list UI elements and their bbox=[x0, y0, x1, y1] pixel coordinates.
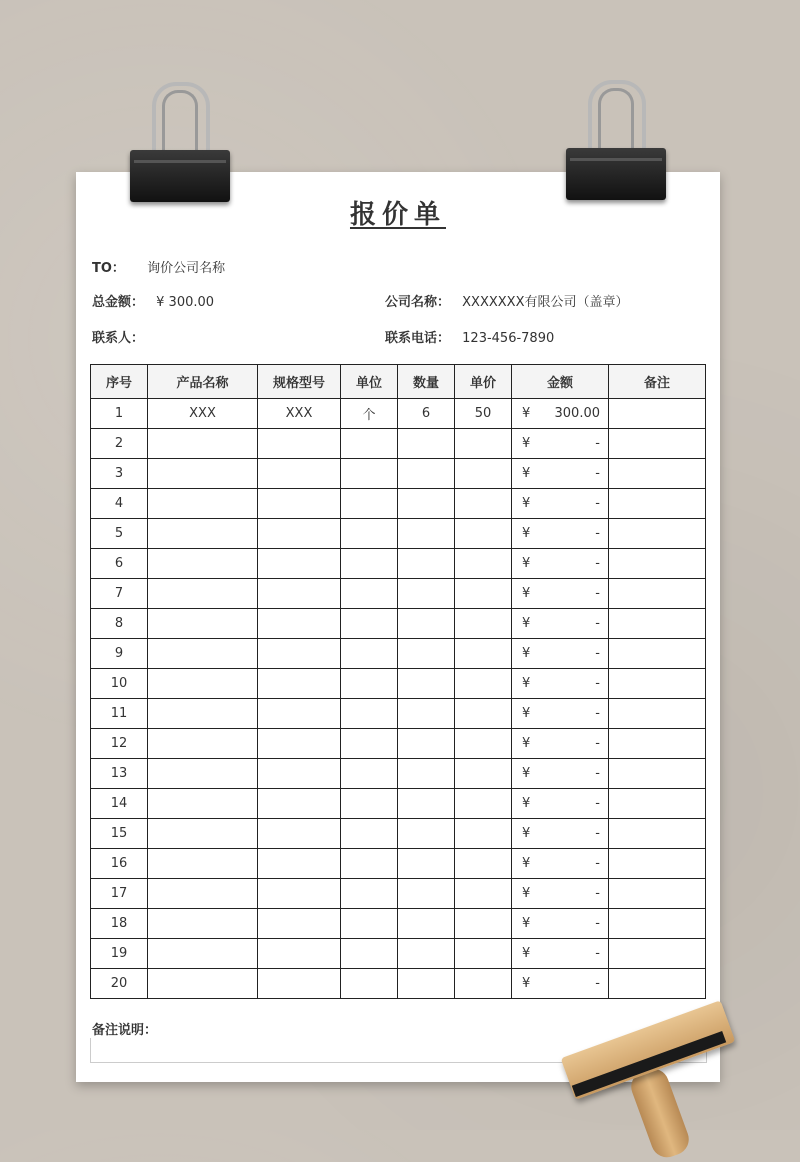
quotation-sheet bbox=[76, 172, 720, 1082]
table-row bbox=[91, 819, 706, 849]
table-row bbox=[91, 879, 706, 909]
total-value: ¥ 300.00 bbox=[156, 295, 215, 310]
cell-amount bbox=[512, 789, 609, 819]
cell-quantity bbox=[398, 699, 455, 729]
cell-spec-model bbox=[258, 879, 341, 909]
amount-value: - bbox=[595, 616, 600, 631]
table-row bbox=[91, 669, 706, 699]
cell-index: 13 bbox=[91, 759, 148, 789]
cell-unit bbox=[341, 489, 398, 519]
table-row bbox=[91, 429, 706, 459]
cell-amount bbox=[512, 939, 609, 969]
currency-symbol: ¥ bbox=[522, 736, 531, 751]
currency-symbol: ¥ bbox=[522, 766, 531, 781]
amount-value: - bbox=[595, 646, 600, 661]
amount-value: - bbox=[595, 436, 600, 451]
cell-quantity bbox=[398, 939, 455, 969]
header-remark: 备注 bbox=[609, 365, 706, 399]
cell-index: 16 bbox=[91, 849, 148, 879]
cell-remark bbox=[609, 459, 706, 489]
cell-index: 3 bbox=[91, 459, 148, 489]
cell-spec-model bbox=[258, 789, 341, 819]
quotation-table bbox=[90, 364, 706, 999]
cell-product-name bbox=[148, 699, 258, 729]
cell-product-name bbox=[148, 759, 258, 789]
cell-product-name bbox=[148, 519, 258, 549]
cell-spec-model bbox=[258, 849, 341, 879]
table-row bbox=[91, 579, 706, 609]
cell-index: 19 bbox=[91, 939, 148, 969]
cell-amount bbox=[512, 579, 609, 609]
cell-quantity bbox=[398, 429, 455, 459]
cell-quantity bbox=[398, 579, 455, 609]
cell-quantity bbox=[398, 819, 455, 849]
cell-unit bbox=[341, 519, 398, 549]
currency-symbol: ¥ bbox=[522, 676, 531, 691]
cell-unit-price bbox=[455, 549, 512, 579]
cell-product-name bbox=[148, 669, 258, 699]
cell-unit bbox=[341, 549, 398, 579]
company-row bbox=[385, 291, 629, 310]
cell-amount bbox=[512, 549, 609, 579]
cell-unit-price bbox=[455, 849, 512, 879]
cell-quantity bbox=[398, 969, 455, 999]
cell-product-name bbox=[148, 489, 258, 519]
cell-unit bbox=[341, 579, 398, 609]
cell-unit bbox=[341, 609, 398, 639]
currency-symbol: ¥ bbox=[522, 706, 531, 721]
cell-quantity bbox=[398, 549, 455, 579]
table-body bbox=[91, 399, 706, 999]
cell-unit-price bbox=[455, 699, 512, 729]
cell-quantity bbox=[398, 639, 455, 669]
table-row bbox=[91, 729, 706, 759]
total-row bbox=[92, 291, 214, 310]
cell-product-name bbox=[148, 789, 258, 819]
currency-symbol: ¥ bbox=[522, 556, 531, 571]
cell-spec-model bbox=[258, 579, 341, 609]
cell-unit-price bbox=[455, 789, 512, 819]
to-row bbox=[92, 257, 225, 276]
binder-clip-icon bbox=[566, 80, 666, 200]
cell-amount bbox=[512, 699, 609, 729]
table-header-row bbox=[91, 365, 706, 399]
cell-remark bbox=[609, 909, 706, 939]
rubber-stamp-icon bbox=[555, 1008, 755, 1138]
currency-symbol: ¥ bbox=[522, 526, 531, 541]
cell-unit-price bbox=[455, 519, 512, 549]
currency-symbol: ¥ bbox=[522, 646, 531, 661]
cell-unit bbox=[341, 699, 398, 729]
cell-remark bbox=[609, 489, 706, 519]
company-label: 公司名称： bbox=[385, 295, 451, 310]
cell-remark bbox=[609, 429, 706, 459]
amount-value: - bbox=[595, 886, 600, 901]
amount-value: 300.00 bbox=[554, 406, 600, 421]
cell-product-name bbox=[148, 849, 258, 879]
cell-index: 6 bbox=[91, 549, 148, 579]
cell-unit bbox=[341, 939, 398, 969]
currency-symbol: ¥ bbox=[522, 946, 531, 961]
cell-unit-price bbox=[455, 639, 512, 669]
cell-quantity bbox=[398, 669, 455, 699]
table-row bbox=[91, 549, 706, 579]
cell-spec-model bbox=[258, 729, 341, 759]
cell-spec-model bbox=[258, 909, 341, 939]
cell-spec-model bbox=[258, 969, 341, 999]
header-unit: 单位 bbox=[341, 365, 398, 399]
cell-amount bbox=[512, 759, 609, 789]
cell-unit-price bbox=[455, 939, 512, 969]
cell-unit bbox=[341, 819, 398, 849]
cell-amount bbox=[512, 639, 609, 669]
amount-value: - bbox=[595, 946, 600, 961]
cell-amount bbox=[512, 489, 609, 519]
cell-unit-price bbox=[455, 759, 512, 789]
contact-row bbox=[92, 327, 152, 346]
cell-unit-price bbox=[455, 819, 512, 849]
header-amount: 金额 bbox=[512, 365, 609, 399]
cell-spec-model bbox=[258, 699, 341, 729]
currency-symbol: ¥ bbox=[522, 976, 531, 991]
amount-value: - bbox=[595, 856, 600, 871]
cell-unit-price bbox=[455, 459, 512, 489]
phone-value: 123-456-7890 bbox=[462, 331, 555, 346]
table-row bbox=[91, 519, 706, 549]
cell-remark bbox=[609, 879, 706, 909]
total-label: 总金额： bbox=[92, 295, 145, 310]
cell-unit-price bbox=[455, 909, 512, 939]
cell-product-name bbox=[148, 729, 258, 759]
cell-remark bbox=[609, 699, 706, 729]
amount-value: - bbox=[595, 676, 600, 691]
cell-quantity bbox=[398, 489, 455, 519]
cell-unit-price: 50 bbox=[455, 399, 512, 429]
cell-spec-model bbox=[258, 609, 341, 639]
cell-unit-price bbox=[455, 609, 512, 639]
cell-unit bbox=[341, 669, 398, 699]
cell-remark bbox=[609, 519, 706, 549]
table-row bbox=[91, 639, 706, 669]
amount-value: - bbox=[595, 556, 600, 571]
currency-symbol: ¥ bbox=[522, 796, 531, 811]
header-quantity: 数量 bbox=[398, 365, 455, 399]
table-row bbox=[91, 969, 706, 999]
cell-unit bbox=[341, 729, 398, 759]
cell-unit-price bbox=[455, 879, 512, 909]
cell-unit-price bbox=[455, 579, 512, 609]
cell-spec-model bbox=[258, 759, 341, 789]
cell-quantity bbox=[398, 909, 455, 939]
table-row bbox=[91, 939, 706, 969]
cell-spec-model bbox=[258, 489, 341, 519]
table-row bbox=[91, 609, 706, 639]
currency-symbol: ¥ bbox=[522, 436, 531, 451]
cell-quantity bbox=[398, 849, 455, 879]
cell-unit-price bbox=[455, 429, 512, 459]
cell-amount bbox=[512, 969, 609, 999]
amount-value: - bbox=[595, 526, 600, 541]
cell-product-name bbox=[148, 579, 258, 609]
cell-remark bbox=[609, 939, 706, 969]
cell-unit bbox=[341, 639, 398, 669]
cell-unit bbox=[341, 759, 398, 789]
to-value: 询价公司名称 bbox=[147, 261, 226, 276]
cell-product-name bbox=[148, 969, 258, 999]
currency-symbol: ¥ bbox=[522, 826, 531, 841]
cell-index: 5 bbox=[91, 519, 148, 549]
amount-value: - bbox=[595, 916, 600, 931]
cell-amount bbox=[512, 669, 609, 699]
cell-index: 14 bbox=[91, 789, 148, 819]
cell-unit: 个 bbox=[341, 399, 398, 429]
cell-index: 9 bbox=[91, 639, 148, 669]
cell-spec-model bbox=[258, 519, 341, 549]
cell-remark bbox=[609, 729, 706, 759]
cell-index: 2 bbox=[91, 429, 148, 459]
cell-index: 20 bbox=[91, 969, 148, 999]
cell-product-name bbox=[148, 819, 258, 849]
binder-clip-icon bbox=[130, 82, 230, 202]
cell-remark bbox=[609, 849, 706, 879]
cell-index: 7 bbox=[91, 579, 148, 609]
cell-unit-price bbox=[455, 969, 512, 999]
cell-unit-price bbox=[455, 669, 512, 699]
currency-symbol: ¥ bbox=[522, 466, 531, 481]
amount-value: - bbox=[595, 826, 600, 841]
amount-value: - bbox=[595, 976, 600, 991]
phone-label: 联系电话： bbox=[385, 331, 451, 346]
amount-value: - bbox=[595, 466, 600, 481]
cell-quantity bbox=[398, 879, 455, 909]
header-product-name: 产品名称 bbox=[148, 365, 258, 399]
cell-product-name bbox=[148, 549, 258, 579]
cell-remark bbox=[609, 819, 706, 849]
cell-product-name bbox=[148, 609, 258, 639]
cell-index: 17 bbox=[91, 879, 148, 909]
table-row bbox=[91, 909, 706, 939]
currency-symbol: ¥ bbox=[522, 616, 531, 631]
cell-quantity bbox=[398, 759, 455, 789]
currency-symbol: ¥ bbox=[522, 496, 531, 511]
cell-amount bbox=[512, 879, 609, 909]
cell-product-name bbox=[148, 909, 258, 939]
cell-spec-model: XXX bbox=[258, 399, 341, 429]
header-index: 序号 bbox=[91, 365, 148, 399]
cell-unit bbox=[341, 789, 398, 819]
cell-index: 10 bbox=[91, 669, 148, 699]
cell-quantity: 6 bbox=[398, 399, 455, 429]
cell-amount bbox=[512, 399, 609, 429]
company-value: XXXXXXX有限公司（盖章） bbox=[462, 295, 629, 310]
cell-amount bbox=[512, 909, 609, 939]
cell-remark bbox=[609, 579, 706, 609]
amount-value: - bbox=[595, 586, 600, 601]
amount-value: - bbox=[595, 706, 600, 721]
cell-unit-price bbox=[455, 489, 512, 519]
cell-remark bbox=[609, 639, 706, 669]
cell-unit-price bbox=[455, 729, 512, 759]
cell-remark bbox=[609, 609, 706, 639]
amount-value: - bbox=[595, 766, 600, 781]
cell-product-name: XXX bbox=[148, 399, 258, 429]
cell-index: 18 bbox=[91, 909, 148, 939]
table-row bbox=[91, 489, 706, 519]
cell-remark bbox=[609, 969, 706, 999]
amount-value: - bbox=[595, 496, 600, 511]
table-row bbox=[91, 459, 706, 489]
cell-quantity bbox=[398, 729, 455, 759]
table-row bbox=[91, 789, 706, 819]
currency-symbol: ¥ bbox=[522, 886, 531, 901]
cell-index: 11 bbox=[91, 699, 148, 729]
phone-row bbox=[385, 327, 554, 346]
cell-quantity bbox=[398, 459, 455, 489]
cell-spec-model bbox=[258, 549, 341, 579]
currency-symbol: ¥ bbox=[522, 406, 531, 421]
amount-value: - bbox=[595, 796, 600, 811]
cell-spec-model bbox=[258, 669, 341, 699]
table-row bbox=[91, 699, 706, 729]
cell-index: 15 bbox=[91, 819, 148, 849]
cell-amount bbox=[512, 609, 609, 639]
cell-spec-model bbox=[258, 639, 341, 669]
amount-value: - bbox=[595, 736, 600, 751]
cell-remark bbox=[609, 759, 706, 789]
cell-amount bbox=[512, 459, 609, 489]
cell-quantity bbox=[398, 609, 455, 639]
header-spec-model: 规格型号 bbox=[258, 365, 341, 399]
cell-remark bbox=[609, 669, 706, 699]
currency-symbol: ¥ bbox=[522, 856, 531, 871]
cell-unit bbox=[341, 459, 398, 489]
cell-product-name bbox=[148, 879, 258, 909]
cell-amount bbox=[512, 519, 609, 549]
cell-unit bbox=[341, 849, 398, 879]
cell-spec-model bbox=[258, 459, 341, 489]
cell-unit bbox=[341, 969, 398, 999]
cell-spec-model bbox=[258, 429, 341, 459]
cell-spec-model bbox=[258, 939, 341, 969]
cell-index: 8 bbox=[91, 609, 148, 639]
table-row bbox=[91, 849, 706, 879]
contact-label: 联系人： bbox=[92, 331, 145, 346]
cell-index: 1 bbox=[91, 399, 148, 429]
table-row bbox=[91, 399, 706, 429]
cell-amount bbox=[512, 819, 609, 849]
header-unit-price: 单价 bbox=[455, 365, 512, 399]
cell-product-name bbox=[148, 459, 258, 489]
cell-remark bbox=[609, 399, 706, 429]
table-row bbox=[91, 759, 706, 789]
cell-quantity bbox=[398, 519, 455, 549]
cell-remark bbox=[609, 789, 706, 819]
cell-unit bbox=[341, 909, 398, 939]
cell-amount bbox=[512, 849, 609, 879]
cell-amount bbox=[512, 729, 609, 759]
cell-product-name bbox=[148, 939, 258, 969]
to-label: TO： bbox=[92, 261, 125, 276]
cell-unit bbox=[341, 429, 398, 459]
page-title: 报价单 bbox=[349, 200, 446, 230]
cell-remark bbox=[609, 549, 706, 579]
cell-quantity bbox=[398, 789, 455, 819]
notes-label: 备注说明： bbox=[92, 1023, 158, 1038]
cell-spec-model bbox=[258, 819, 341, 849]
cell-index: 12 bbox=[91, 729, 148, 759]
currency-symbol: ¥ bbox=[522, 586, 531, 601]
cell-unit bbox=[341, 879, 398, 909]
cell-index: 4 bbox=[91, 489, 148, 519]
cell-amount bbox=[512, 429, 609, 459]
cell-product-name bbox=[148, 429, 258, 459]
currency-symbol: ¥ bbox=[522, 916, 531, 931]
cell-product-name bbox=[148, 639, 258, 669]
